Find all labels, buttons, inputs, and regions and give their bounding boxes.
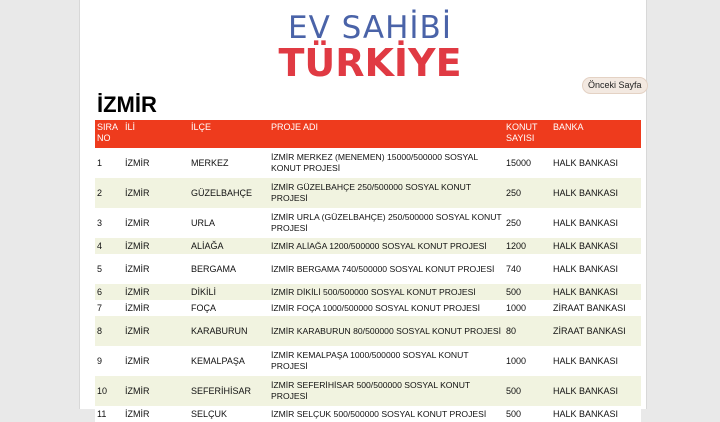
cell-banka: ZİRAAT BANKASI (551, 316, 641, 346)
cell-proje-adi: İZMİR SELÇUK 500/500000 SOSYAL KONUT PROJESİ (269, 406, 504, 422)
cell-sira-no: 9 (95, 346, 123, 376)
cell-konut-sayisi: 500 (504, 406, 551, 422)
cell-ili: İZMİR (123, 300, 189, 316)
cell-konut-sayisi: 500 (504, 376, 551, 406)
cell-proje-adi: İZMİR FOÇA 1000/500000 SOSYAL KONUT PROJESİ (269, 300, 504, 316)
cell-ilce: GÜZELBAHÇE (189, 178, 269, 208)
table-row (95, 238, 641, 254)
previous-page-button[interactable]: Önceki Sayfa (582, 77, 648, 94)
cell-proje-adi: İZMİR URLA (GÜZELBAHÇE) 250/500000 SOSYAL KONUT PROJESİ (269, 208, 504, 238)
cell-proje-adi: İZMİR KEMALPAŞA 1000/500000 SOSYAL KONUT PROJESİ (269, 346, 504, 376)
cell-banka: ZİRAAT BANKASI (551, 300, 641, 316)
table-row (95, 208, 641, 238)
cell-proje-adi: İZMİR DİKİLİ 500/500000 SOSYAL KONUT PROJESİ (269, 284, 504, 300)
cell-ilce: KEMALPAŞA (189, 346, 269, 376)
cell-ili: İZMİR (123, 346, 189, 376)
cell-ili: İZMİR (123, 238, 189, 254)
table-row (95, 300, 641, 316)
cell-sira-no: 11 (95, 406, 123, 422)
cell-banka: HALK BANKASI (551, 284, 641, 300)
cell-ilce: DİKİLİ (189, 284, 269, 300)
cell-proje-adi: İZMİR ALİAĞA 1200/500000 SOSYAL KONUT PROJESİ (269, 238, 504, 254)
table-row (95, 148, 641, 178)
header-ilce: İLÇE (189, 120, 269, 148)
header-banka: BANKA (551, 120, 641, 148)
cell-ilce: SEFERİHİSAR (189, 376, 269, 406)
cell-banka: HALK BANKASI (551, 376, 641, 406)
cell-ilce: KARABURUN (189, 316, 269, 346)
cell-konut-sayisi: 740 (504, 254, 551, 284)
cell-ili: İZMİR (123, 376, 189, 406)
cell-banka: HALK BANKASI (551, 148, 641, 178)
page-sheet (79, 0, 647, 419)
logo-line1: EV SAHİBİ (288, 10, 452, 46)
cell-konut-sayisi: 500 (504, 284, 551, 300)
cell-proje-adi: İZMİR SEFERİHİSAR 500/500000 SOSYAL KONUT PROJESİ (269, 376, 504, 406)
cell-sira-no: 4 (95, 238, 123, 254)
table-row (95, 406, 641, 422)
cell-sira-no: 7 (95, 300, 123, 316)
cell-ilce: URLA (189, 208, 269, 238)
table-row (95, 376, 641, 406)
cell-sira-no: 3 (95, 208, 123, 238)
cell-ilce: ALİAĞA (189, 238, 269, 254)
cell-banka: HALK BANKASI (551, 254, 641, 284)
city-title: İZMİR (97, 92, 157, 117)
header-ili: İLİ (123, 120, 189, 148)
cell-konut-sayisi: 1000 (504, 346, 551, 376)
cell-konut-sayisi: 1200 (504, 238, 551, 254)
table-header-row (95, 120, 641, 148)
cell-banka: HALK BANKASI (551, 238, 641, 254)
header-proje-adi: PROJE ADI (269, 120, 504, 148)
cell-ilce: FOÇA (189, 300, 269, 316)
cell-ilce: MERKEZ (189, 148, 269, 178)
table-row (95, 178, 641, 208)
cell-banka: HALK BANKASI (551, 406, 641, 422)
header-sira-no: SIRA NO (95, 120, 123, 148)
cell-proje-adi: İZMİR BERGAMA 740/500000 SOSYAL KONUT PROJESİ (269, 254, 504, 284)
cell-ili: İZMİR (123, 208, 189, 238)
table-row (95, 254, 641, 284)
cell-ili: İZMİR (123, 178, 189, 208)
cell-ilce: SELÇUK (189, 406, 269, 422)
cell-ili: İZMİR (123, 316, 189, 346)
cell-konut-sayisi: 80 (504, 316, 551, 346)
cell-ili: İZMİR (123, 406, 189, 422)
cell-ili: İZMİR (123, 148, 189, 178)
cell-ili: İZMİR (123, 284, 189, 300)
cell-konut-sayisi: 250 (504, 178, 551, 208)
cell-banka: HALK BANKASI (551, 346, 641, 376)
header-konut-sayisi: KONUT SAYISI (504, 120, 551, 148)
table-row (95, 284, 641, 300)
cell-banka: HALK BANKASI (551, 178, 641, 208)
cell-proje-adi: İZMİR KARABURUN 80/500000 SOSYAL KONUT PROJESİ (269, 316, 504, 346)
cell-sira-no: 1 (95, 148, 123, 178)
cell-proje-adi: İZMİR GÜZELBAHÇE 250/500000 SOSYAL KONUT PROJESİ (269, 178, 504, 208)
projects-table (95, 120, 641, 422)
cell-sira-no: 2 (95, 178, 123, 208)
ev-sahibi-turkiye-logo[interactable] (265, 10, 475, 85)
cell-sira-no: 10 (95, 376, 123, 406)
cell-konut-sayisi: 1000 (504, 300, 551, 316)
cell-ili: İZMİR (123, 254, 189, 284)
table-row (95, 346, 641, 376)
cell-proje-adi: İZMİR MERKEZ (MENEMEN) 15000/500000 SOSYAL KONUT PROJESİ (269, 148, 504, 178)
cell-sira-no: 5 (95, 254, 123, 284)
cell-sira-no: 8 (95, 316, 123, 346)
cell-konut-sayisi: 250 (504, 208, 551, 238)
logo-line2: TÜRKİYE (278, 41, 462, 85)
cell-sira-no: 6 (95, 284, 123, 300)
cell-banka: HALK BANKASI (551, 208, 641, 238)
table-row (95, 316, 641, 346)
cell-ilce: BERGAMA (189, 254, 269, 284)
cell-konut-sayisi: 15000 (504, 148, 551, 178)
